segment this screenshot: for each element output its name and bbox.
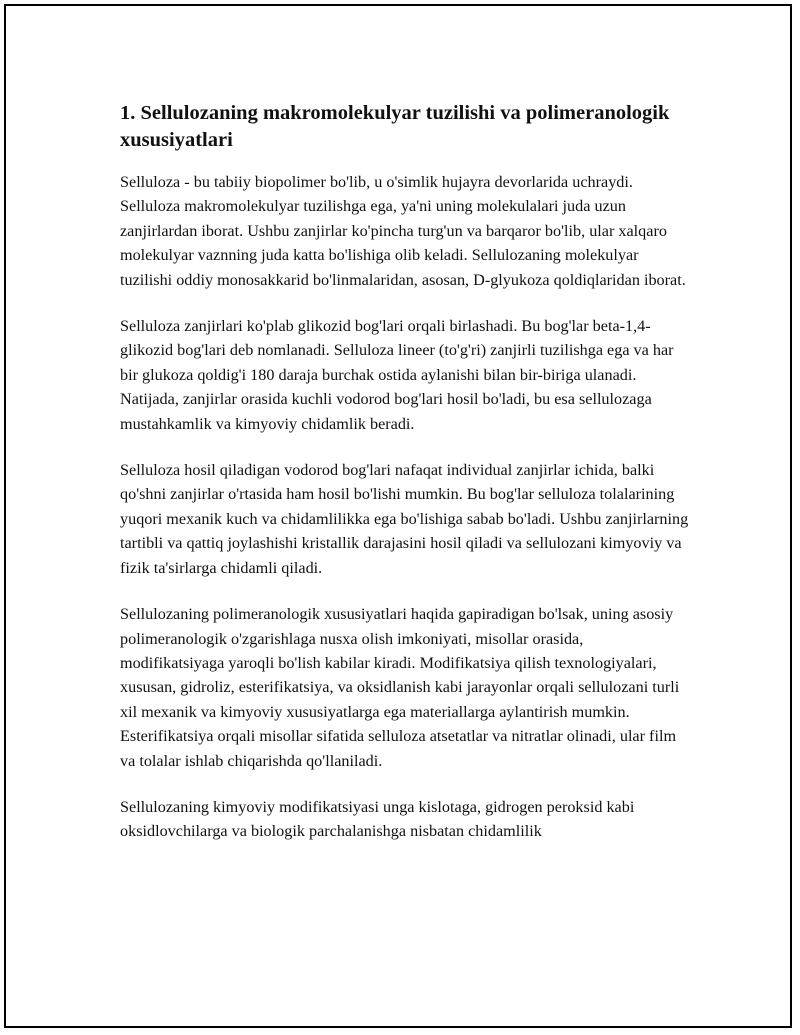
document-body bbox=[120, 100, 690, 866]
paragraph-5: Sellulozaning kimyoviy modifikatsiyasi unga kislotaga, gidrogen peroksid kabi oksidlovchilarga va biologik parchalanishga nisbatan chidamlilik bbox=[120, 797, 635, 841]
paragraph-1: Selluloza - bu tabiiy biopolimer bo'lib, u o'simlik hujayra devorlarida uchraydi. Selluloza makromolekulyar tuzilishga ega, ya'ni uning molekulalari juda uzun zanjirlardan iborat. Ushbu zanjirlar ko'pincha turg'un va barqaror bo'lib, ular xalqaro molekulyar vaznning juda katta bo'lishiga olib keladi. Sellulozaning molekulyar tuzilishi oddiy monosakkarid bo'linmalaridan, asosan, D-glyukoza qoldiqlaridan iborat. bbox=[120, 173, 686, 289]
paragraph-3: Selluloza hosil qiladigan vodorod bog'lari nafaqat individual zanjirlar ichida, balki qo'shni zanjirlar o'rtasida ham hosil bo'lishi mumkin. Bu bog'lar selluloza tolalarining yuqori mexanik kuch va chidamlilikka ega bo'lishiga sabab bo'ladi. Ushbu zanjirlarning tartibli va qattiq joylashishi kristallik darajasini hosil qiladi va sellulozani kimyoviy va fizik ta'sirlarga chidamli qiladi. bbox=[120, 461, 689, 577]
document-title: 1. Sellulozaning makromolekulyar tuzilishi va polimeranologik xususiyatlari bbox=[120, 102, 670, 151]
paragraph-4: Sellulozaning polimeranologik xususiyatlari haqida gapiradigan bo'lsak, uning asosiy polimeranologik o'zgarishlaga nusxa olish imkoniyati, misollar orasida, modifikatsiyaga yaroqli bo'lish kabilar kiradi. Modifikatsiya qilish texnologiyalari, xususan, gidroliz, esterifikatsiya, va oksidlanish kabi jarayonlar orqali sellulozani turli xil mexanik va kimyoviy xususiyatlarga ega materiallarga aylantirish mumkin. Esterifikatsiya orqali misollar sifatida selluloza atsetatlar va nitratlar olinadi, ular film va tolalar ishlab chiqarishda qo'llaniladi. bbox=[120, 605, 680, 770]
paragraph-2: Selluloza zanjirlari ko'plab glikozid bog'lari orqali birlashadi. Bu bog'lar beta-1,4-glikozid bog'lari deb nomlanadi. Selluloza lineer (to'g'ri) zanjirli tuzilishga ega va har bir glukoza qoldig'i 180 daraja burchak ostida aylanishi bilan bir-biriga ulanadi. Natijada, zanjirlar orasida kuchli vodorod bog'lari hosil bo'ladi, bu esa sellulozaga mustahkamlik va kimyoviy chidamlik beradi. bbox=[120, 317, 674, 433]
document-page bbox=[4, 4, 792, 1028]
